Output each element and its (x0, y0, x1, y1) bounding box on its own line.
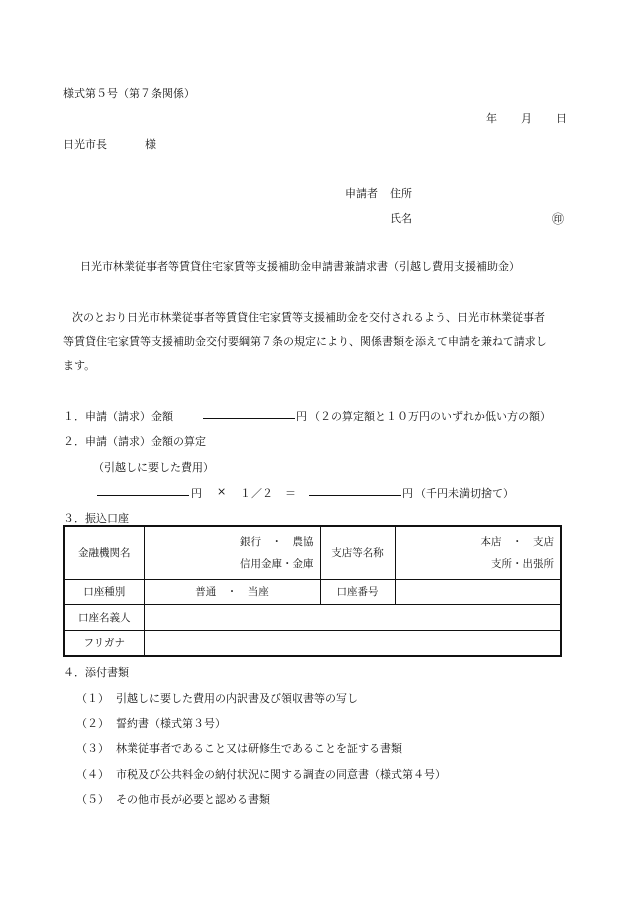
item2-unit1: 円 (191, 487, 202, 500)
furigana-field[interactable] (144, 630, 561, 656)
applicant-address-label: 住所 (390, 187, 412, 200)
holder-row (64, 604, 561, 630)
item2-unit2: 円 (402, 487, 413, 500)
form-number: 様式第５号（第７条関係） (63, 87, 195, 100)
date-year-label: 年 (486, 112, 497, 125)
item2-result-field[interactable] (309, 483, 401, 496)
bank-name-field[interactable] (144, 526, 320, 579)
item2-note: （千円未満切捨て） (415, 487, 514, 500)
doc-2-number: （２） (76, 717, 109, 730)
item1-unit: 円 (296, 410, 307, 423)
item1-amount-field[interactable] (203, 406, 295, 419)
branch-label: 支店等名称 (320, 526, 395, 579)
account-type-label: 口座種別 (64, 579, 144, 604)
date-month-label: 月 (521, 112, 532, 125)
item2-label: ２．申請（請求）金額の算定 (63, 435, 206, 448)
doc-2-text: 誓約書（様式第３号） (116, 717, 226, 730)
body-line-1: 次のとおり日光市林業従事者等賃貸住宅家賃等支援補助金を交付されるよう、日光市林業従事者 (72, 311, 545, 324)
bank-account-table (63, 525, 562, 657)
body-line-3: ます。 (63, 359, 96, 372)
furigana-row (64, 630, 561, 656)
bank-type-line-2: 信用金庫・金庫 (240, 557, 314, 570)
addressee-honorific: 様 (145, 138, 156, 151)
doc-5-text: その他市長が必要と認める書類 (116, 793, 270, 806)
bank-type-line-1: 銀行 ・ 農協 (240, 535, 314, 548)
account-number-field[interactable] (395, 579, 561, 604)
item2-times: × (217, 485, 227, 498)
document-title: 日光市林業従事者等賃貸住宅家賃等支援補助金申請書兼請求書（引越し費用支援補助金） (80, 260, 520, 273)
doc-3-text: 林業従事者であること又は研修生であることを証する書類 (116, 742, 402, 755)
seal-mark: ㊞ (552, 212, 565, 226)
branch-type-line-2: 支所・出張所 (491, 557, 554, 570)
item4-label: ４．添付書類 (63, 666, 129, 679)
item2-cost-field[interactable] (97, 483, 189, 496)
holder-field[interactable] (144, 604, 561, 630)
branch-field[interactable] (395, 526, 561, 579)
item2-fraction: １／２ (240, 487, 273, 500)
applicant-label: 申請者 (345, 187, 378, 200)
account-number-label: 口座番号 (320, 579, 395, 604)
doc-4-number: （４） (76, 768, 109, 781)
body-line-2: 等賃貸住宅家賃等支援補助金交付要綱第７条の規定により、関係書類を添えて申請を兼ねて請求し (63, 335, 547, 348)
bank-name-label: 金融機関名 (64, 526, 144, 579)
item1-note: （２の算定額と１０万円のいずれか低い方の額） (309, 410, 551, 423)
account-type-options[interactable]: 普通 ・ 当座 (144, 579, 320, 604)
doc-1-text: 引越しに要した費用の内訳書及び領収書等の写し (116, 692, 358, 705)
item3-label: ３．振込口座 (63, 512, 129, 525)
holder-label: 口座名義人 (64, 604, 144, 630)
date-day-label: 日 (556, 112, 567, 125)
applicant-name-label: 氏名 (390, 212, 412, 225)
furigana-label: フリガナ (64, 630, 144, 656)
branch-type-line-1: 本店 ・ 支店 (480, 535, 554, 548)
item2-sub-label: （引越しに要した費用） (93, 461, 214, 474)
doc-5-number: （５） (76, 793, 109, 806)
doc-4-text: 市税及び公共料金の納付状況に関する調査の同意書（様式第４号） (116, 768, 446, 781)
account-type-row (64, 579, 561, 604)
item2-equals: ＝ (285, 487, 296, 500)
item1-label: １．申請（請求）金額 (63, 410, 173, 423)
bank-row (64, 526, 561, 579)
addressee-name: 日光市長 (63, 138, 107, 151)
doc-3-number: （３） (76, 742, 109, 755)
doc-1-number: （１） (76, 692, 109, 705)
